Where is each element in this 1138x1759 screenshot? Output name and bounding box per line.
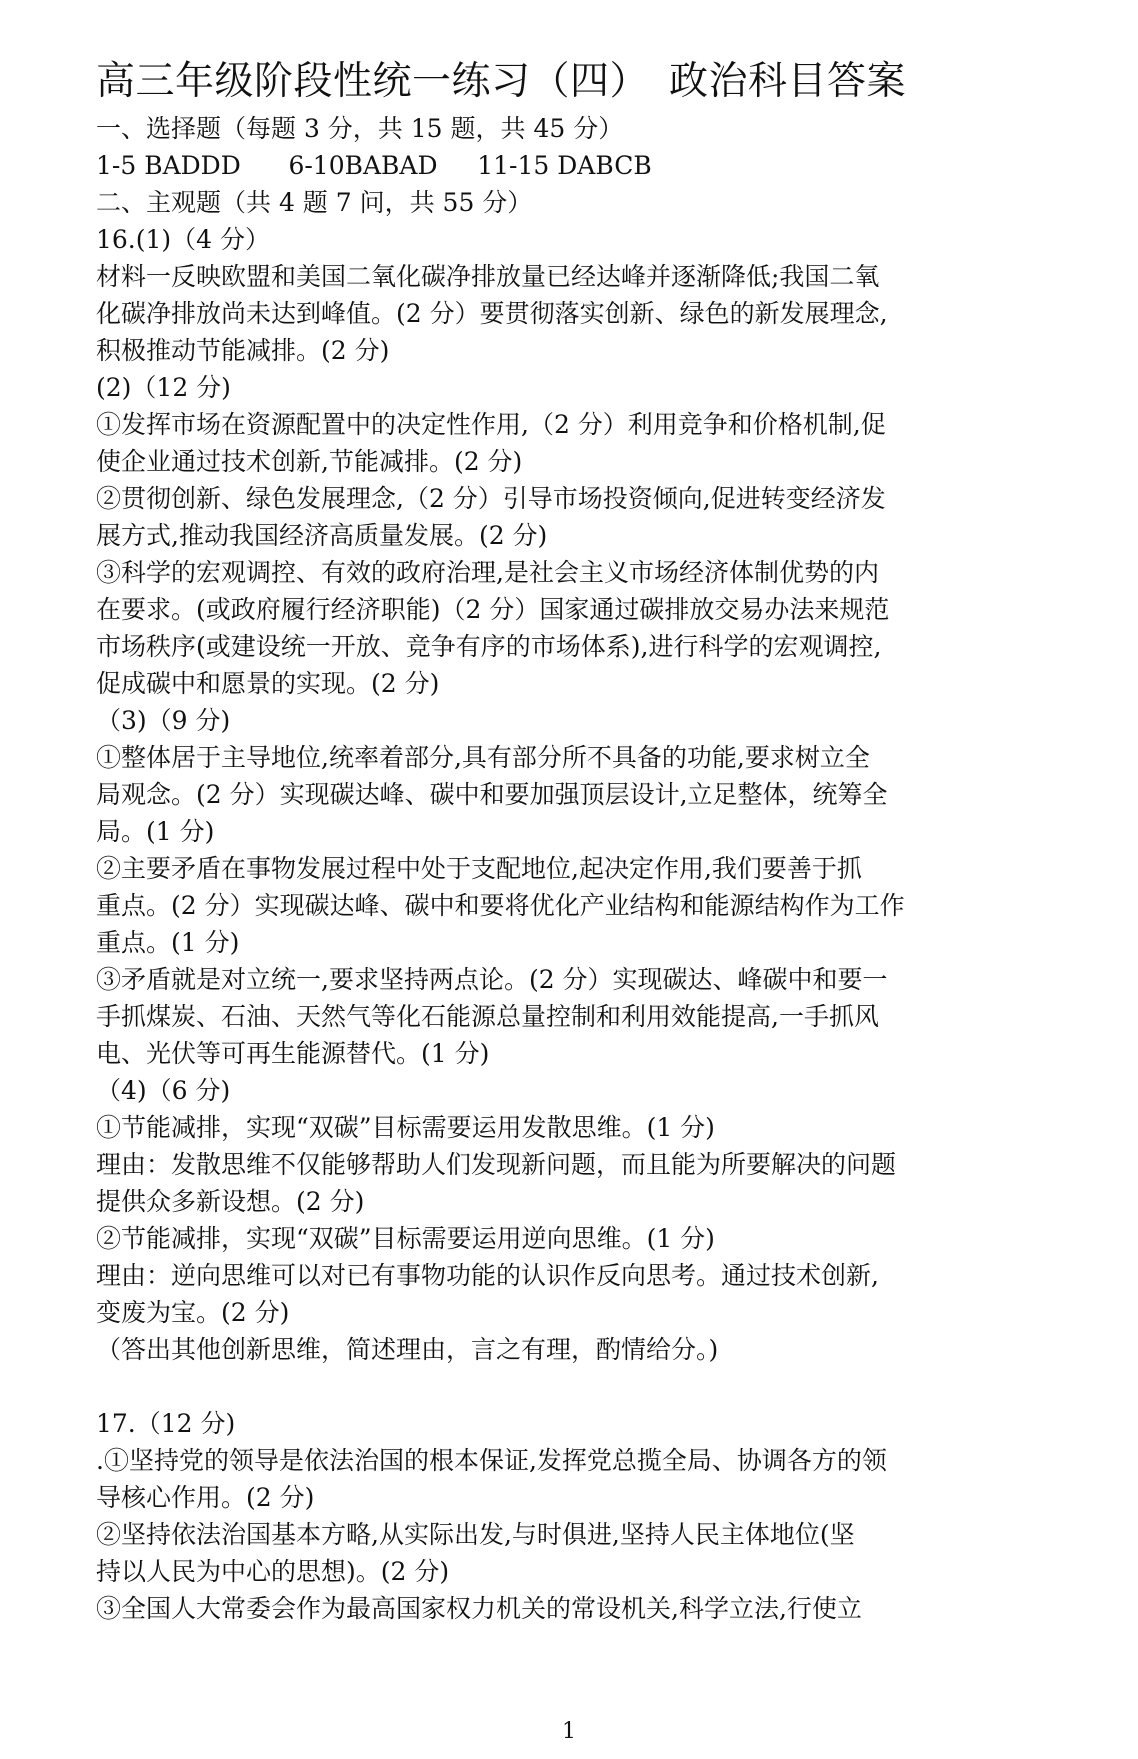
text-line: 材料一反映欧盟和美国二氧化碳净排放量已经达峰并逐渐降低;我国二氧 [96,262,880,291]
question-17-heading: 17.（12 分) [96,1409,236,1438]
text-line: 化碳净排放尚未达到峰值。(2 分）要贯彻落实创新、绿色的新发展理念, [96,299,888,328]
text-line: 电、光伏等可再生能源替代。(1 分) [96,1039,490,1068]
question-16-part-2-heading: (2)（12 分) [96,373,231,402]
blank-line [96,1368,1026,1405]
text-line: 重点。(2 分）实现碳达峰、碳中和要将优化产业结构和能源结构作为工作 [96,891,905,920]
text-line: ②贯彻创新、绿色发展理念,（2 分）引导市场投资倾向,促进转变经济发 [96,484,886,513]
text-line: ①发挥市场在资源配置中的决定性作用,（2 分）利用竞争和价格机制,促 [96,410,886,439]
section-heading-subjective: 二、主观题（共 4 题 7 问，共 55 分） [96,188,533,217]
text-line: ③全国人大常委会作为最高国家权力机关的常设机关,科学立法,行使立 [96,1594,862,1623]
question-16-part-4-heading: （4)（6 分) [96,1076,231,1105]
text-line: 使企业通过技术创新,节能减排。(2 分) [96,447,523,476]
section-heading-choice: 一、选择题（每题 3 分，共 15 题，共 45 分） [96,114,624,143]
choice-answers: 1-5 BADDD 6-10BABAD 11-15 DABCB [96,151,652,180]
text-line: 手抓煤炭、石油、天然气等化石能源总量控制和利用效能提高,一手抓风 [96,1002,879,1031]
text-line: .①坚持党的领导是依法治国的根本保证,发挥党总揽全局、协调各方的领 [96,1446,887,1475]
text-line: 提供众多新设想。(2 分) [96,1187,365,1216]
text-line: 持以人民为中心的思想)。(2 分) [96,1557,450,1586]
text-line: 促成碳中和愿景的实现。(2 分) [96,669,440,698]
text-line: ③科学的宏观调控、有效的政府治理,是社会主义市场经济体制优势的内 [96,558,879,587]
text-line: 理由：逆向思维可以对已有事物功能的认识作反向思考。通过技术创新, [96,1261,879,1290]
question-16-part-1-heading: 16.(1)（4 分） [96,225,271,254]
text-line: ③矛盾就是对立统一,要求坚持两点论。(2 分）实现碳达、峰碳中和要一 [96,965,888,994]
text-line: ①整体居于主导地位,统率着部分,具有部分所不具备的功能,要求树立全 [96,743,870,772]
text-line: ①节能减排，实现“双碳”目标需要运用发散思维。(1 分) [96,1113,715,1142]
text-line: 局。(1 分) [96,817,215,846]
text-line: 导核心作用。(2 分) [96,1483,315,1512]
text-line: ②主要矛盾在事物发展过程中处于支配地位,起决定作用,我们要善于抓 [96,854,862,883]
text-line: 展方式,推动我国经济高质量发展。(2 分) [96,521,548,550]
text-line: ②坚持依法治国基本方略,从实际出发,与时俱进,坚持人民主体地位(坚 [96,1520,855,1549]
text-line: 变废为宝。(2 分) [96,1298,290,1327]
text-line: 积极推动节能减排。(2 分) [96,336,390,365]
question-16-part-3-heading: （3)（9 分) [96,706,231,735]
page-number: 1 [562,1719,576,1744]
scoring-note: （答出其他创新思维，简述理由，言之有理，酌情给分。) [96,1335,719,1364]
page-title: 高三年级阶段性统一练习（四） 政治科目答案 [96,59,907,104]
answer-content [96,110,1026,1627]
text-line: 在要求。(或政府履行经济职能)（2 分）国家通过碳排放交易办法来规范 [96,595,890,624]
text-line: 局观念。(2 分）实现碳达峰、碳中和要加强顶层设计,立足整体，统筹全 [96,780,888,809]
text-line: ②节能减排，实现“双碳”目标需要运用逆向思维。(1 分) [96,1224,715,1253]
text-line: 市场秩序(或建设统一开放、竞争有序的市场体系),进行科学的宏观调控, [96,632,882,661]
text-line: 重点。(1 分) [96,928,240,957]
text-line: 理由：发散思维不仅能够帮助人们发现新问题，而且能为所要解决的问题 [96,1150,897,1179]
